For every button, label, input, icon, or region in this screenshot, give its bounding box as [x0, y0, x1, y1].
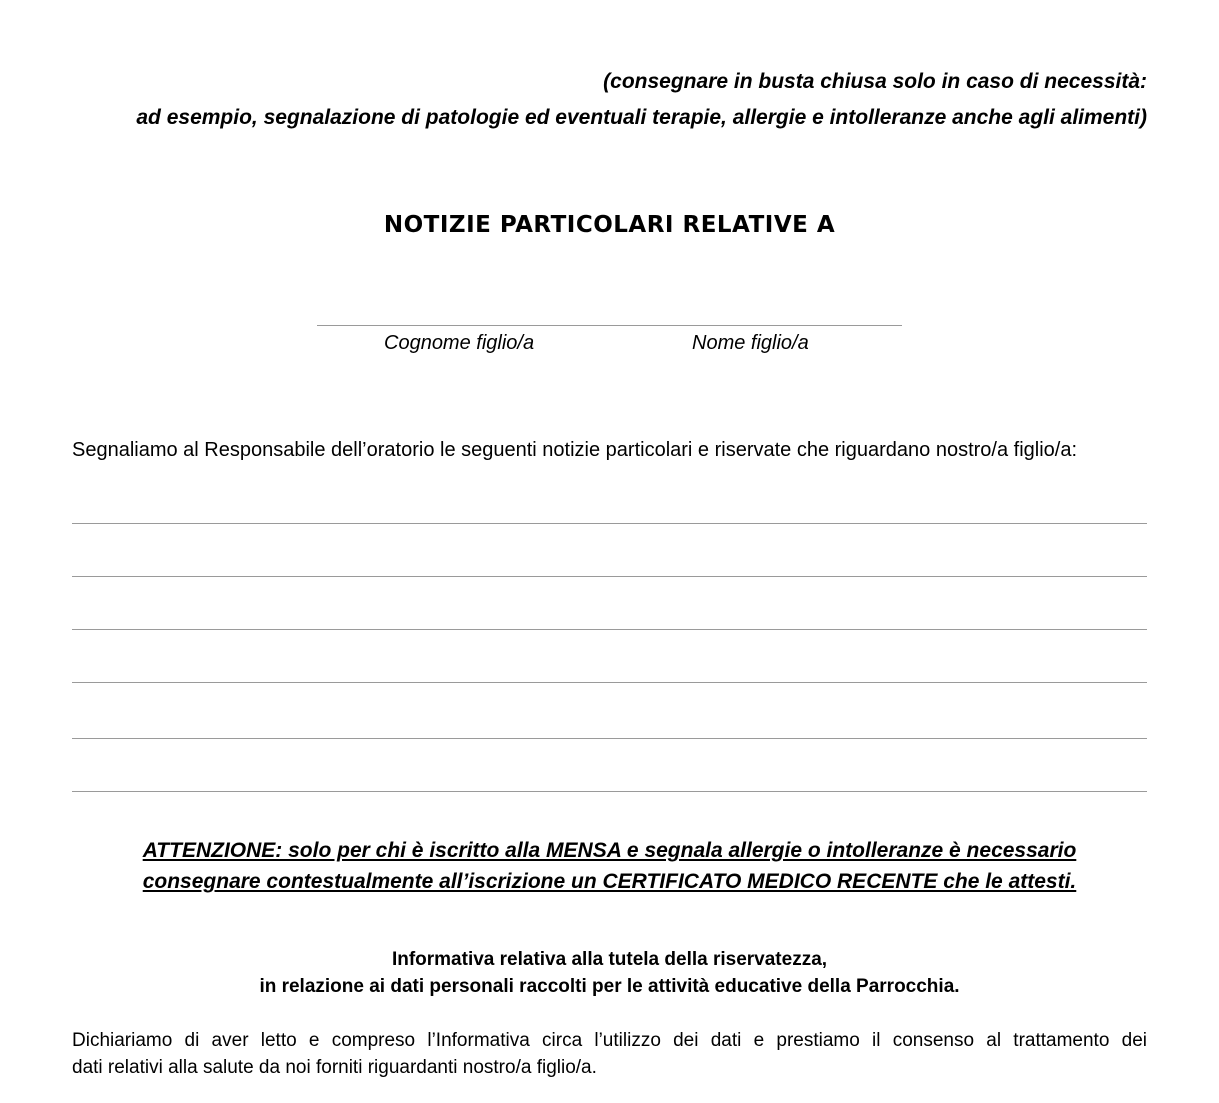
header-note-line-2: ad esempio, segnalazione di patologie ed eventuali terapie, allergie e intolleranze anche agli alimenti): [136, 106, 1147, 129]
privacy-heading-line-2: in relazione ai dati personali raccolti per le attività educative della Parrocchia.: [259, 976, 960, 997]
notes-line[interactable]: [72, 629, 1147, 630]
header-note-line-1: (consegnare in busta chiusa solo in caso di necessità:: [603, 70, 1147, 93]
notes-line[interactable]: [72, 523, 1147, 524]
privacy-heading-line-1: Informativa relativa alla tutela della riservatezza,: [391, 949, 828, 970]
warning-line-1: ATTENZIONE: solo per chi è iscritto alla MENSA e segnala allergie o intolleranze è necessario: [142, 839, 1077, 862]
child-name-field-line[interactable]: [317, 325, 902, 326]
notes-line[interactable]: [72, 576, 1147, 577]
notes-line[interactable]: [72, 791, 1147, 792]
declaration-line-1: Dichiariamo di aver letto e compreso l’Informativa circa l’utilizzo dei dati e prestiamo il consenso al trattamento dei: [72, 1030, 1147, 1051]
name-label: Nome figlio/a: [692, 332, 809, 354]
notes-line[interactable]: [72, 738, 1147, 739]
warning-line-2: consegnare contestualmente all’iscrizione un CERTIFICATO MEDICO RECENTE che le attesti.: [142, 870, 1077, 893]
consent-declaration: [72, 1027, 1147, 1081]
declaration-line-2: dati relativi alla salute da noi forniti riguardanti nostro/a figlio/a.: [72, 1057, 597, 1078]
warning-notice: [0, 835, 1219, 897]
notes-line[interactable]: [72, 682, 1147, 683]
privacy-heading: [0, 946, 1219, 1000]
page-title: NOTIZIE PARTICOLARI RELATIVE A: [383, 212, 836, 238]
surname-label: Cognome figlio/a: [384, 332, 535, 354]
intro-text: Segnaliamo al Responsabile dell’oratorio le seguenti notizie particolari e riservate che riguardano nostro/a figlio/a:: [72, 439, 1078, 461]
